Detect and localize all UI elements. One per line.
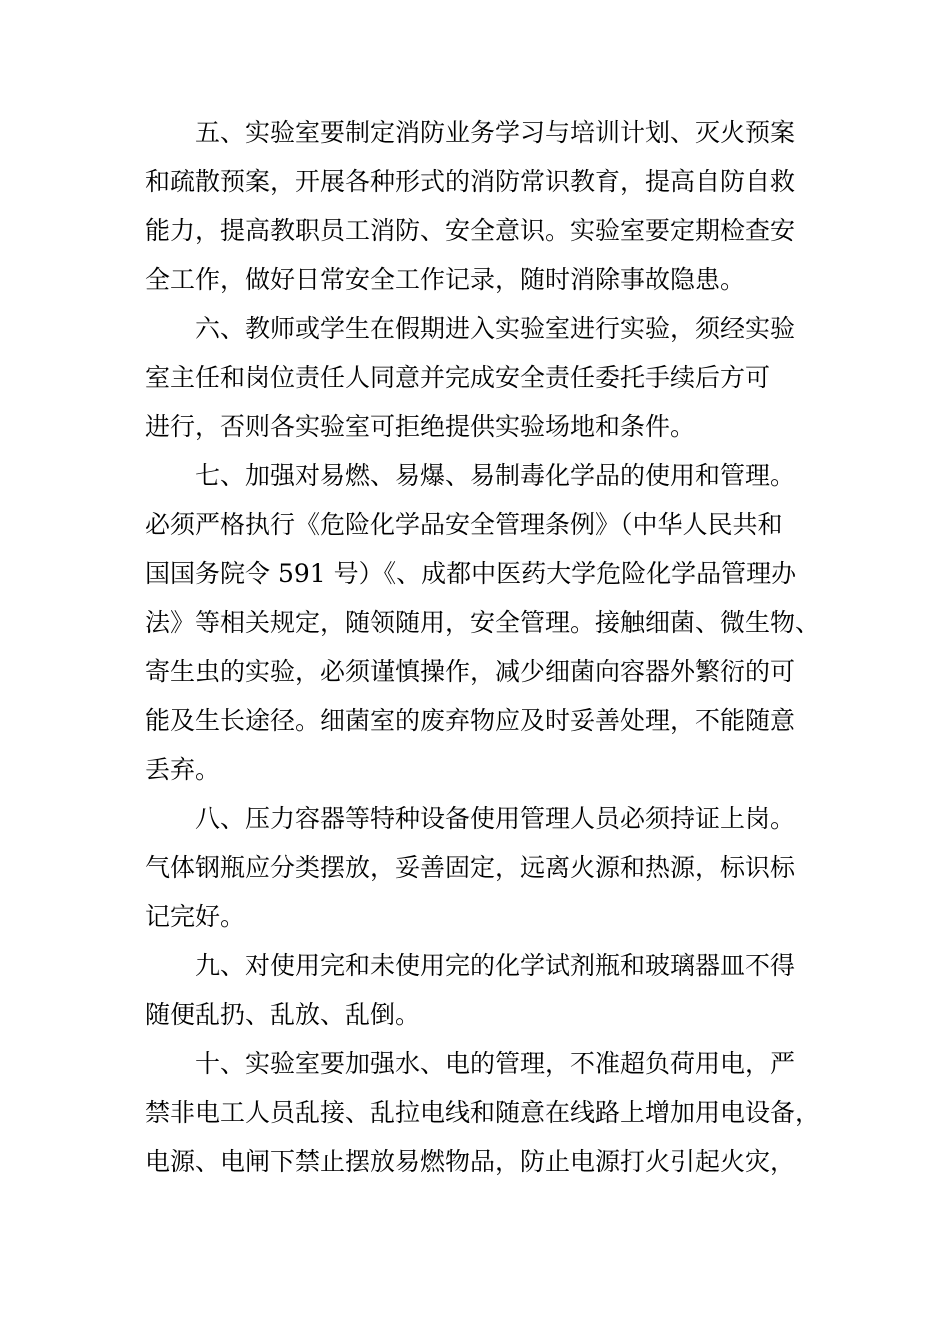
text-line: 能及生长途径。细菌室的废弃物应及时妥善处理，不能随意 <box>145 706 796 735</box>
text-line: 电源、电闸下禁止摆放易燃物品，防止电源打火引起火灾， <box>145 1147 796 1176</box>
text-line: 全工作，做好日常安全工作记录，随时消除事故隐患。 <box>145 265 746 294</box>
text-line: 寄生虫的实验，必须谨慎操作，减少细菌向容器外繁衍的可 <box>145 657 796 686</box>
text-line: 室主任和岗位责任人同意并完成安全责任委托手续后方可 <box>145 363 771 392</box>
text-line: 能力，提高教职员工消防、安全意识。实验室要定期检查安 <box>145 216 796 245</box>
text-line: 法》等相关规定，随领随用，安全管理。接触细菌、微生物、 <box>145 608 821 637</box>
text-line: 六、教师或学生在假期进入实验室进行实验，须经实验 <box>145 314 796 343</box>
text-line: 五、实验室要制定消防业务学习与培训计划、灭火预案 <box>145 118 796 147</box>
text-line: 随便乱扔、乱放、乱倒。 <box>145 1000 421 1029</box>
text-line: 九、对使用完和未使用完的化学试剂瓶和玻璃器皿不得 <box>145 951 796 980</box>
text-line: 禁非电工人员乱接、乱拉电线和随意在线路上增加用电设备， <box>145 1098 821 1127</box>
paragraph-5 <box>145 108 810 304</box>
text-line: 十、实验室要加强水、电的管理，不准超负荷用电，严 <box>145 1049 796 1078</box>
text-line: 和疏散预案，开展各种形式的消防常识教育，提高自防自救 <box>145 167 796 196</box>
paragraph-7 <box>145 451 821 794</box>
paragraph-9 <box>145 941 810 1039</box>
paragraph-6 <box>145 304 810 451</box>
text-line: 气体钢瓶应分类摆放，妥善固定，远离火源和热源，标识标 <box>145 853 796 882</box>
text-line: 七、加强对易燃、易爆、易制毒化学品的使用和管理。 <box>145 461 796 490</box>
document-body <box>145 108 821 1186</box>
text-line: 必须严格执行《危险化学品安全管理条例》（中华人民共和 <box>145 510 783 539</box>
paragraph-10 <box>145 1039 821 1186</box>
text-line: 八、压力容器等特种设备使用管理人员必须持证上岗。 <box>145 804 796 833</box>
text-line: 记完好。 <box>145 902 246 931</box>
paragraph-8 <box>145 794 810 941</box>
text-line: 进行，否则各实验室可拒绝提供实验场地和条件。 <box>145 412 696 441</box>
text-line: 国国务院令 591 号）《、成都中医药大学危险化学品管理办 <box>145 559 797 588</box>
text-line: 丢弃。 <box>145 755 221 784</box>
